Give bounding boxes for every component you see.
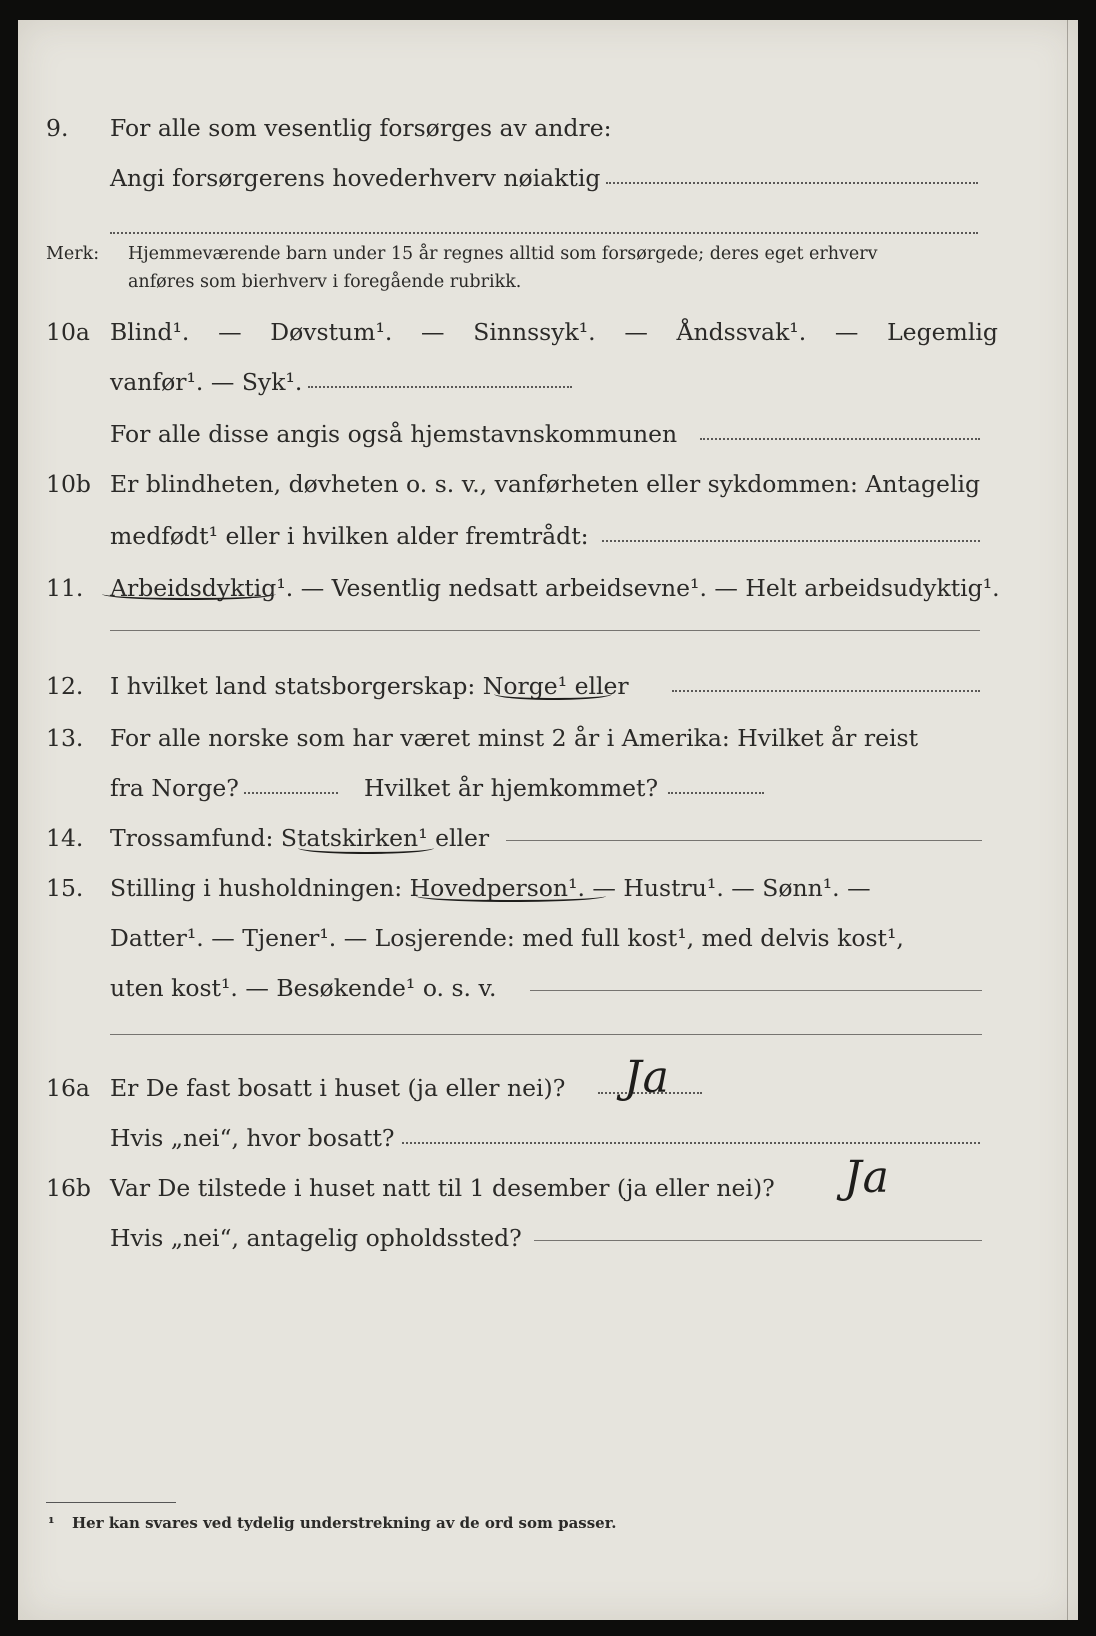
answer-line[interactable] bbox=[530, 990, 982, 991]
question-16a-line-2 bbox=[18, 1118, 1078, 1158]
question-text: I hvilket land statsborgerskap: Norge¹ eller bbox=[110, 672, 629, 700]
note-text: Hjemmeværende barn under 15 år regnes alltid som forsørgede; deres eget erhverv bbox=[128, 244, 878, 264]
question-text: uten kost¹. — Besøkende¹ o. s. v. bbox=[110, 974, 497, 1002]
question-text: Datter¹. — Tjener¹. — Losjerende: med full kost¹, med delvis kost¹, bbox=[110, 924, 904, 952]
question-10a-line-3 bbox=[18, 414, 1078, 454]
answer-line[interactable] bbox=[534, 1240, 982, 1241]
question-text: Arbeidsdyktig¹. — Vesentlig nedsatt arbeidsevne¹. — Helt arbeidsudyktig¹. bbox=[110, 574, 1000, 602]
question-text: Hvis „nei“, hvor bosatt? bbox=[110, 1124, 395, 1152]
handwritten-underline bbox=[416, 890, 606, 902]
question-9-line-2 bbox=[18, 158, 1078, 198]
question-number: 12. bbox=[46, 672, 84, 700]
question-13-line-2 bbox=[18, 768, 1078, 808]
question-number: 10b bbox=[46, 470, 91, 498]
question-text: vanfør¹. — Syk¹. bbox=[110, 368, 303, 396]
question-number: 16a bbox=[46, 1074, 90, 1102]
question-10a-line-2 bbox=[18, 362, 1078, 402]
handwritten-underline bbox=[102, 588, 276, 600]
footnote-text: Her kan svares ved tydelig understrekning av de ord som passer. bbox=[72, 1514, 617, 1532]
question-16a-line-1 bbox=[18, 1068, 1078, 1108]
answer-line[interactable] bbox=[602, 540, 980, 542]
handwritten-answer: Ja bbox=[624, 1052, 670, 1103]
answer-line[interactable] bbox=[598, 1092, 702, 1094]
question-text: Hvilket år hjemkommet? bbox=[364, 774, 659, 802]
question-number: 10a bbox=[46, 318, 90, 346]
answer-line[interactable] bbox=[110, 232, 978, 234]
question-number: 13. bbox=[46, 724, 84, 752]
question-10b-line-2 bbox=[18, 516, 1078, 556]
answer-line[interactable] bbox=[402, 1142, 980, 1144]
handwritten-answer: Ja bbox=[844, 1152, 890, 1203]
question-text: medfødt¹ eller i hvilken alder fremtrådt: bbox=[110, 522, 589, 550]
census-form-page bbox=[18, 20, 1078, 1620]
question-14 bbox=[18, 818, 1078, 858]
answer-line[interactable] bbox=[606, 182, 978, 184]
question-number: 15. bbox=[46, 874, 84, 902]
question-text: For alle som vesentlig forsørges av andre: bbox=[110, 114, 612, 142]
question-13-line-1 bbox=[18, 718, 1078, 758]
question-16b-line-1 bbox=[18, 1168, 1078, 1208]
note-label: Merk: bbox=[46, 244, 100, 264]
answer-line[interactable] bbox=[700, 438, 980, 440]
question-text: Er blindheten, døvheten o. s. v., vanførheten eller sykdommen: Antagelig bbox=[110, 470, 981, 498]
question-15-line-3 bbox=[18, 968, 1078, 1008]
question-10b-line-1 bbox=[18, 464, 1078, 504]
footnote-marker: ¹ bbox=[48, 1514, 55, 1532]
handwritten-underline bbox=[494, 688, 612, 700]
handwritten-underline bbox=[298, 842, 434, 854]
question-text: Blind¹. — Døvstum¹. — Sinnssyk¹. — Åndssvak¹. — Legemlig bbox=[110, 318, 998, 346]
question-number: 16b bbox=[46, 1174, 91, 1202]
question-9-line-1 bbox=[18, 108, 1078, 148]
question-text: Hvis „nei“, antagelig opholdssted? bbox=[110, 1224, 522, 1252]
question-text: Stilling i husholdningen: Hovedperson¹. — Hustru¹. — Sønn¹. — bbox=[110, 874, 871, 902]
question-text: Var De tilstede i huset natt til 1 desember (ja eller nei)? bbox=[110, 1174, 775, 1202]
answer-line[interactable] bbox=[668, 792, 764, 794]
question-number: 11. bbox=[46, 574, 84, 602]
answer-line[interactable] bbox=[308, 386, 572, 388]
question-15-line-2 bbox=[18, 918, 1078, 958]
question-12 bbox=[18, 666, 1078, 706]
note-text: anføres som bierhverv i foregående rubrikk. bbox=[128, 272, 522, 292]
question-16b-line-2 bbox=[18, 1218, 1078, 1258]
answer-line[interactable] bbox=[672, 690, 980, 692]
question-text: Angi forsørgerens hovederhverv nøiaktig bbox=[110, 164, 601, 192]
question-text: Trossamfund: Statskirken¹ eller bbox=[110, 824, 490, 852]
question-text: For alle norske som har været minst 2 år i Amerika: Hvilket år reist bbox=[110, 724, 919, 752]
answer-line[interactable] bbox=[110, 1034, 982, 1035]
question-number: 14. bbox=[46, 824, 84, 852]
question-text: For alle disse angis også hjemstavnskommunen bbox=[110, 420, 678, 448]
answer-line[interactable] bbox=[506, 840, 982, 841]
answer-line[interactable] bbox=[110, 630, 980, 631]
question-text: fra Norge? bbox=[110, 774, 239, 802]
question-10a-line-1 bbox=[18, 312, 1078, 352]
question-text: Er De fast bosatt i huset (ja eller nei)? bbox=[110, 1074, 566, 1102]
answer-line[interactable] bbox=[244, 792, 338, 794]
question-number: 9. bbox=[46, 114, 69, 142]
question-15-line-1 bbox=[18, 868, 1078, 908]
footnote-rule bbox=[46, 1502, 176, 1503]
